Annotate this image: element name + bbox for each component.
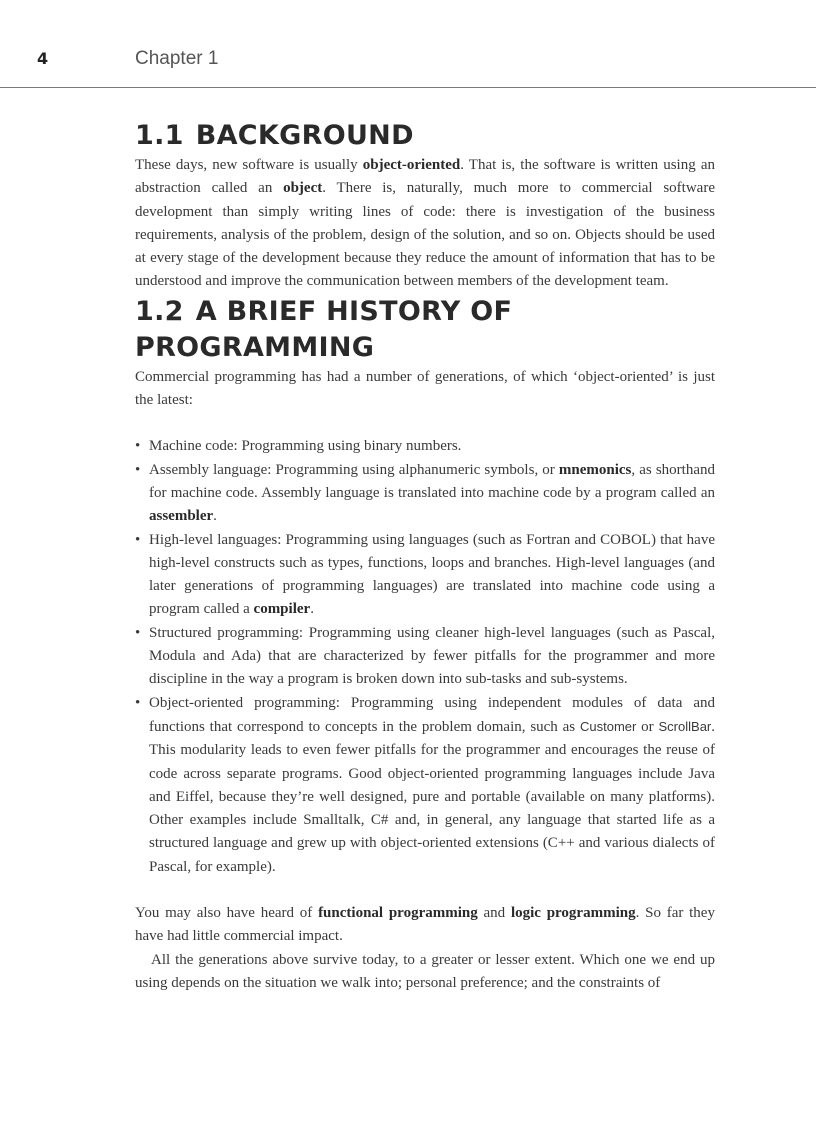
text-run: or [636,718,659,735]
list-item-object-oriented-programming [135,692,715,879]
text-run: Object-oriented programming: Programming using independent modules of data and functions that correspond to concepts in the problem domain, such as [149,694,715,735]
term-logic-programming: logic programming [510,905,636,922]
term-object-oriented: object-oriented [362,157,461,173]
term-mnemonics: mnemonics [558,461,632,478]
page-body [135,118,715,995]
term-object: object [283,180,323,197]
text-run: and [477,905,511,922]
list-item-high-level-languages [135,529,715,622]
list-item-machine-code: • Machine code: Programming using binary numbers. [135,435,715,458]
running-header [0,0,816,88]
text-run: , as shorthand for machine code. Assembly language is translated into machine code by a program called an [149,461,715,501]
generations-survive-paragraph: All the generations above survive today, to a greater or lesser extent. Which one we end up using depends on the situation we walk into; personal preference; and the constraints of [135,951,715,991]
text-run: . This modularity leads to even fewer pitfalls for the programmer and encourages the reuse of code across separate programs. Good object-oriented programming languages include Java and Eiffel, because they’re well designed, pure and portable (available on many platforms). Other examples include Smalltalk, C# and, in general, any language that started life as a structured language and grew up with object-oriented extensions (C++ and various dialects of Pascal, for example). [149,718,716,875]
section-heading-background [135,118,715,154]
term-compiler: compiler [253,601,311,618]
section-title: BACKGROUND [195,120,414,151]
section-title: A BRIEF HISTORY OF PROGRAMMING [135,295,513,363]
text-run: High-level languages: Programming using languages (such as Fortran and COBOL) that have high-level constructs such as types, functions, loops and branches. High-level languages (and later generations of programming languages) are translated into machine code using a program called a [149,531,715,618]
text-run: . [213,508,217,525]
history-intro-paragraph: Commercial programming has had a number of generations, of which ‘object-oriented’ is just the latest: [135,368,715,409]
code-scrollbar: ScrollBar [658,718,712,734]
term-functional-programming: functional programming [318,905,478,922]
section-number: 1.1 [135,120,184,151]
section-number: 1.2 [135,295,184,327]
list-item-structured-programming: • Structured programming: Programming using cleaner high-level languages (such as Pascal, Modula and Ada) that are characterized by fewer pitfalls for the programmer and more discipline in the way a program is broken down into sub-tasks and sub-systems. [135,622,715,692]
code-customer: Customer [579,718,637,734]
text-run: . There is, naturally, much more to commercial software development than simply writing lines of code: there is investigation of the business requirements, analysis of the problem, design of the solution, and so on. Objects should be used at every stage of the development because they reduce the amount of information that has to be understood and improve the communication between members of the development team. [135,180,715,290]
text-run: Assembly language: Programming using alphanumeric symbols, or [149,461,559,478]
text-run: . So far they have had little commercial impact. [135,905,715,945]
section-heading-history [135,294,715,366]
list-item-assembly-language [135,459,715,529]
text-run: . [310,601,314,618]
chapter-label: Chapter 1 [135,48,219,69]
background-paragraph [135,154,715,294]
functional-logic-paragraph [135,902,715,949]
generations-list [135,435,715,879]
text-run: . That is, the software is written using an abstraction called an [135,157,715,197]
text-run: These days, new software is usually [135,157,363,173]
page-number: 4 [37,49,49,68]
term-assembler: assembler [149,508,214,525]
text-run: You may also have heard of [135,905,319,922]
